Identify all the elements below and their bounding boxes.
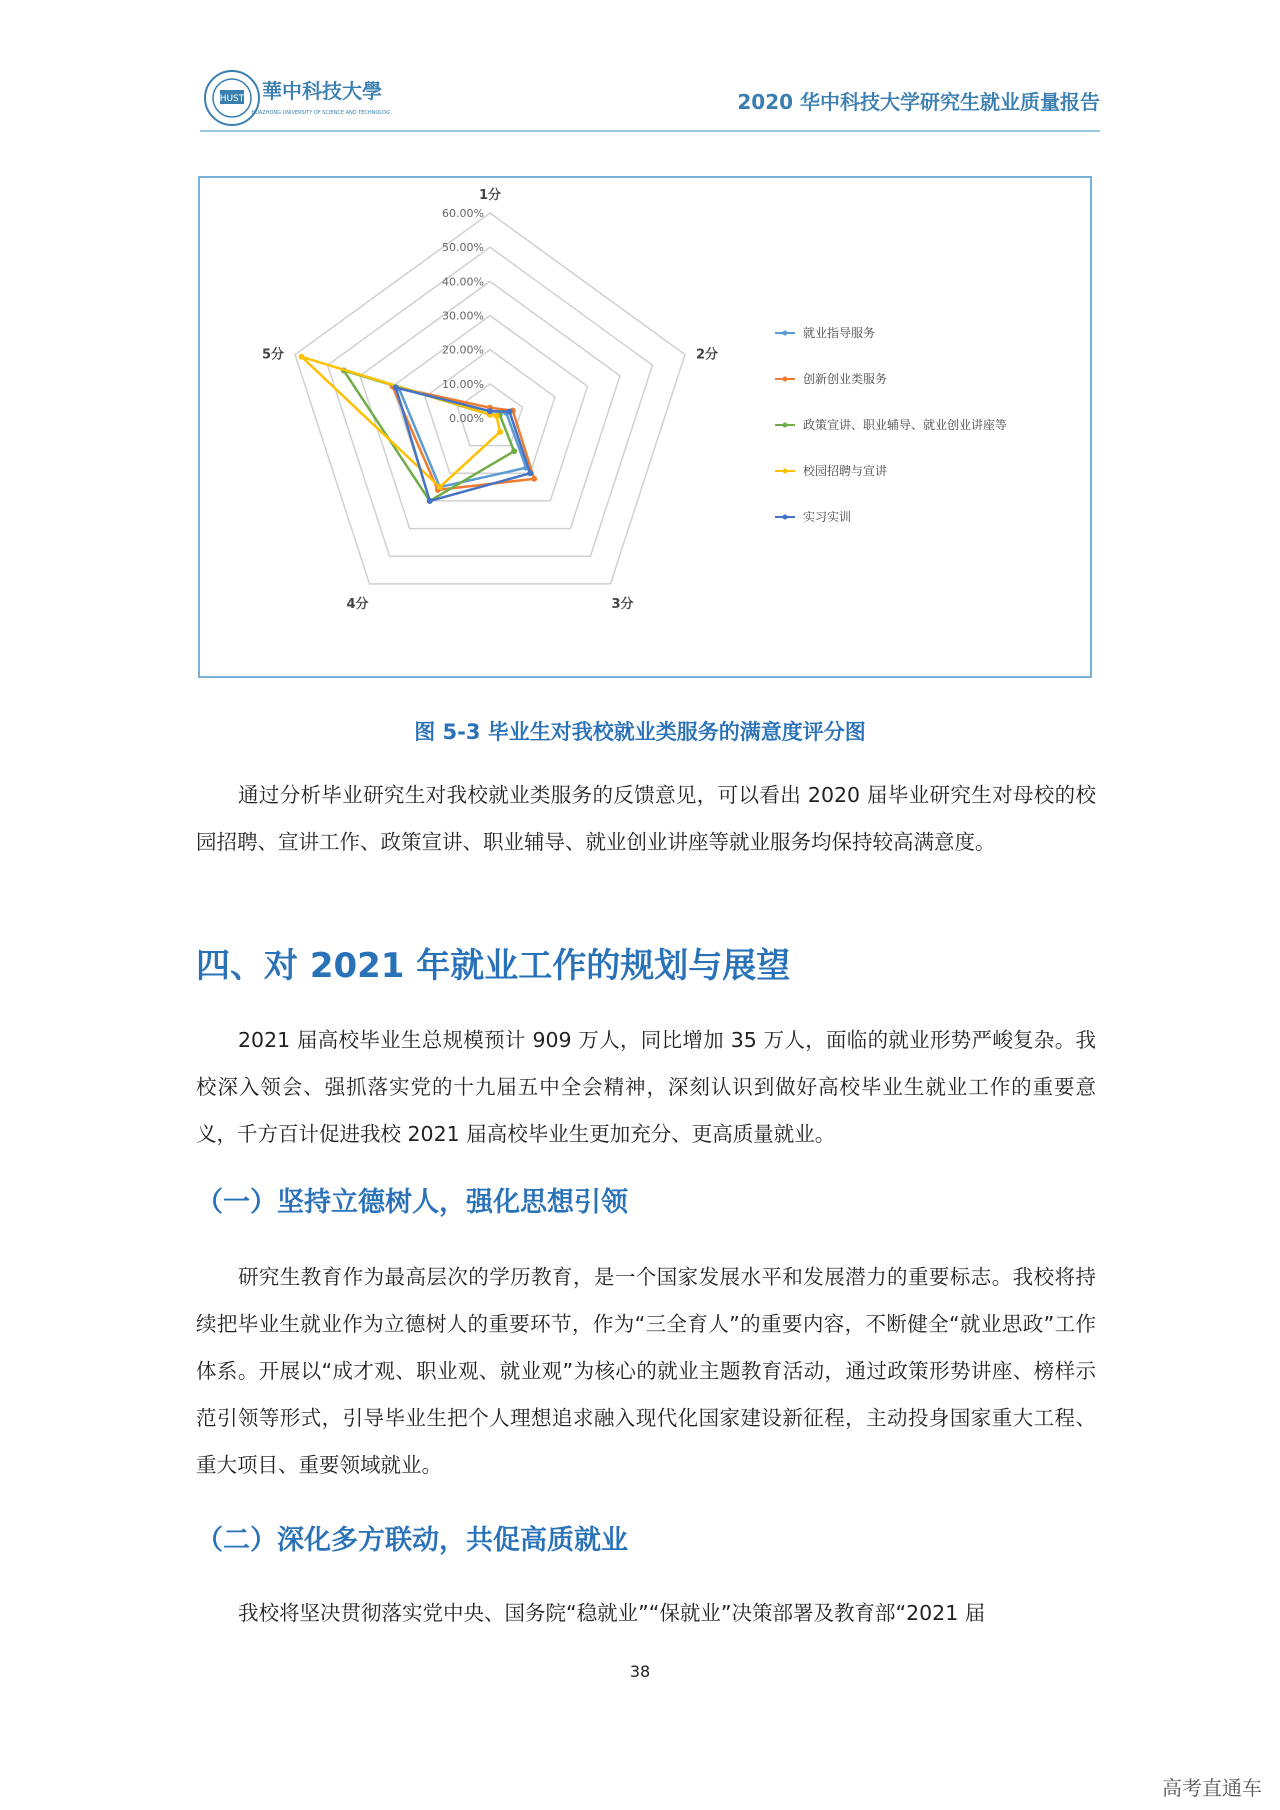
data-point bbox=[497, 429, 503, 435]
legend-label: 实习实训 bbox=[803, 510, 852, 524]
tick-label: 10.00% bbox=[442, 377, 484, 391]
tick-label: 60.00% bbox=[442, 207, 484, 220]
legend-label: 校园招聘与宣讲 bbox=[803, 464, 888, 478]
tick-label: 20.00% bbox=[442, 343, 484, 357]
tick-label: 40.00% bbox=[442, 275, 484, 289]
axis-label: 2分 bbox=[695, 347, 718, 363]
data-point bbox=[437, 484, 443, 490]
paragraph-3: 研究生教育作为最高层次的学历教育，是一个国家发展水平和发展潜力的重要标志。我校将持续把毕业生就业作为立德树人的重要环节，作为“三全育人”的重要内容，不断健全“就业思政”工作体系。开展以“成才观、职业观、就业观”为核心的就业主题教育活动，通过政策形势讲座、榜样示范引领等形式，引导毕业生把个人理想追求融入现代化国家建设新征程，主动投身国家重大工程、重大项目、重要领域就业。 bbox=[196, 1265, 1096, 1477]
data-point bbox=[511, 448, 517, 454]
page-number: 38 bbox=[629, 1662, 651, 1681]
data-point bbox=[527, 470, 533, 476]
series-line bbox=[344, 370, 514, 500]
data-point bbox=[493, 413, 499, 419]
legend-marker bbox=[783, 377, 788, 382]
axis-label: 5分 bbox=[262, 347, 285, 363]
legend-marker bbox=[783, 469, 788, 474]
svg-text:HUST: HUST bbox=[219, 94, 245, 104]
data-point bbox=[487, 408, 493, 414]
paragraph-1: 通过分析毕业研究生对我校就业类服务的反馈意见，可以看出 2020 届毕业研究生对母校的校园招聘、宣讲工作、政策宣讲、职业辅导、就业创业讲座等就业服务均保持较高满意度。 bbox=[196, 783, 1096, 854]
radar-chart-frame bbox=[198, 176, 1092, 678]
tick-label: 0.00% bbox=[449, 412, 484, 425]
legend-marker bbox=[783, 423, 788, 428]
watermark: 高考直通车 bbox=[1162, 1776, 1262, 1800]
axis-label: 4分 bbox=[346, 596, 369, 612]
subsection-heading-2: （二）深化多方联动，共促高质就业 bbox=[196, 1525, 628, 1556]
legend-label: 创新创业类服务 bbox=[803, 372, 888, 386]
tick-label: 50.00% bbox=[442, 241, 484, 255]
data-point bbox=[299, 354, 305, 360]
header-divider bbox=[200, 130, 1100, 132]
legend-label: 就业指导服务 bbox=[803, 326, 876, 340]
legend-label: 政策宣讲、职业辅导、就业创业讲座等 bbox=[803, 418, 1008, 432]
data-point bbox=[393, 384, 399, 390]
university-logo bbox=[200, 68, 390, 128]
data-point bbox=[427, 498, 433, 504]
legend-marker bbox=[783, 515, 788, 520]
data-point bbox=[506, 409, 512, 415]
svg-text:華中科技大學: 華中科技大學 bbox=[262, 79, 382, 103]
subsection-heading-1: （一）坚持立德树人，强化思想引领 bbox=[196, 1187, 628, 1218]
grid-ring bbox=[328, 247, 653, 556]
paragraph-4: 我校将坚决贯彻落实党中央、国务院“稳就业”“保就业”决策部署及教育部“2021 届 bbox=[238, 1601, 986, 1625]
legend-marker bbox=[783, 331, 788, 336]
data-point bbox=[531, 476, 537, 482]
svg-text:HUAZHONG UNIVERSITY OF SCIENCE: HUAZHONG UNIVERSITY OF SCIENCE AND TECHNOLOGY bbox=[251, 110, 390, 116]
report-title: 2020 华中科技大学研究生就业质量报告 bbox=[737, 90, 1100, 114]
axis-label: 1分 bbox=[478, 188, 502, 203]
radar-chart bbox=[200, 178, 1090, 676]
section-heading-4: 四、对 2021 年就业工作的规划与展望 bbox=[196, 946, 791, 986]
figure-caption: 图 5-3 毕业生对我校就业类服务的满意度评分图 bbox=[414, 720, 866, 744]
tick-label: 30.00% bbox=[442, 309, 484, 323]
axis-label: 3分 bbox=[611, 596, 634, 612]
page-header bbox=[200, 68, 1100, 128]
paragraph-2: 2021 届高校毕业生总规模预计 909 万人，同比增加 35 万人，面临的就业形势严峻复杂。我校深入领会、强抓落实党的十九届五中全会精神，深刻认识到做好高校毕业生就业工作的重要意义，千方百计促进我校 2021 届高校毕业生更加充分、更高质量就业。 bbox=[196, 1028, 1096, 1146]
